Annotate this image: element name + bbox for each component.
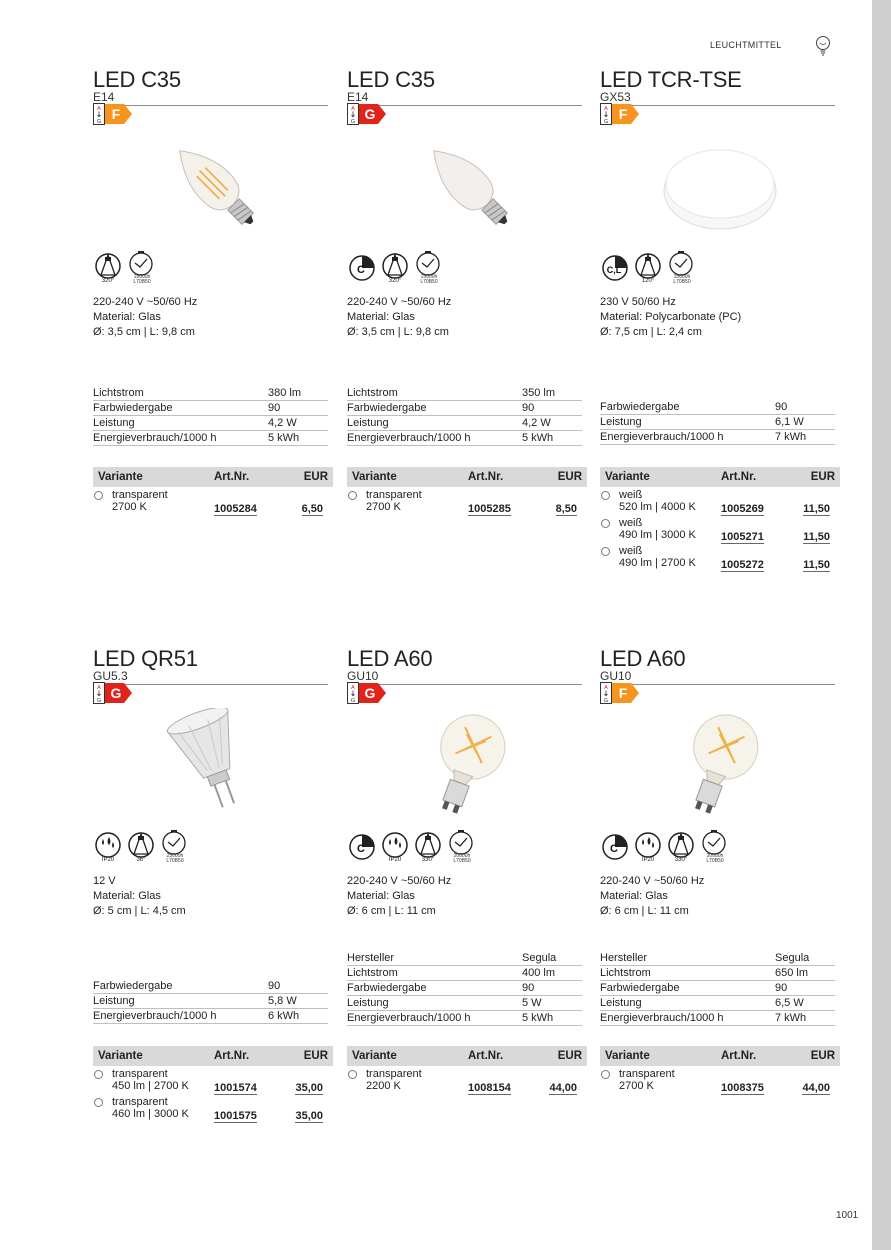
svg-text:15000h: 15000h [420, 274, 438, 280]
variant-radio[interactable] [94, 1070, 103, 1079]
spec-value: 6,5 W [775, 997, 804, 1009]
spec-label: Hersteller [347, 952, 395, 964]
variant-line-1: transparent [366, 489, 422, 501]
description-line: Ø: 6 cm | L: 11 cm [600, 905, 689, 917]
variant-row[interactable] [600, 543, 840, 571]
header-eur: EUR [557, 471, 582, 483]
spec-row [347, 431, 582, 446]
product-description [600, 874, 704, 919]
ip-rating-icon [93, 830, 123, 864]
feature-icons [600, 830, 729, 864]
variant-description [112, 1096, 189, 1120]
header-variante: Variante [352, 1050, 397, 1062]
lifetime-icon [666, 251, 696, 285]
variant-description [619, 489, 696, 513]
spec-value: 5 W [522, 997, 542, 1009]
product-description [347, 874, 451, 919]
variant-table [347, 1046, 587, 1094]
spec-value: 6 kWh [268, 1010, 300, 1022]
variant-radio[interactable] [601, 1070, 610, 1079]
header-eur: EUR [303, 471, 328, 483]
svg-text:C: C [610, 843, 618, 855]
feature-icons [93, 251, 156, 285]
spec-value: 5 kWh [268, 432, 300, 444]
spec-value: 6,1 W [775, 416, 804, 428]
variant-line-1: weiß [619, 489, 643, 501]
variant-radio[interactable] [601, 491, 610, 500]
header-eur: EUR [810, 1050, 835, 1062]
spec-row [347, 401, 582, 416]
spec-row [93, 401, 328, 416]
dimmable-icon [347, 830, 377, 864]
article-number: 1001574 [214, 1082, 257, 1094]
variant-radio[interactable] [94, 491, 103, 500]
beam-angle-icon [666, 830, 696, 864]
variant-line-1: weiß [619, 517, 643, 529]
variant-table [93, 467, 333, 515]
spec-label: Leistung [600, 997, 642, 1009]
spec-row [93, 994, 328, 1009]
spec-row [600, 400, 835, 415]
description-line: 12 V [93, 875, 116, 887]
spec-table [600, 951, 835, 1026]
description-line: Material: Polycarbonate (PC) [600, 311, 742, 323]
spec-table [347, 386, 582, 446]
svg-text:25000h: 25000h [166, 853, 184, 859]
header-variante: Variante [605, 1050, 650, 1062]
spec-label: Lichtstrom [347, 387, 398, 399]
svg-text:A: A [97, 685, 101, 691]
variant-line-1: transparent [366, 1068, 422, 1080]
header-art-nr: Art.Nr. [721, 1050, 757, 1062]
description-line: Ø: 7,5 cm | L: 2,4 cm [600, 326, 702, 338]
svg-text:36°: 36° [136, 857, 146, 863]
spec-table [93, 979, 328, 1024]
variant-description [112, 1068, 189, 1092]
energy-label-icon [600, 682, 640, 704]
header-art-nr: Art.Nr. [214, 1050, 250, 1062]
svg-text:20000h: 20000h [706, 853, 724, 859]
energy-label-icon [93, 103, 133, 125]
variant-description [366, 489, 422, 513]
description-line: 220-240 V ~50/60 Hz [347, 875, 452, 887]
price: 6,50 [301, 503, 323, 515]
variant-table-header [347, 467, 587, 487]
svg-text:L70B50: L70B50 [706, 858, 724, 864]
description-line: 220-240 V ~50/60 Hz [347, 296, 452, 308]
product-card [600, 69, 835, 609]
section-label: LEUCHTMITTEL [710, 40, 782, 50]
variant-table-header [600, 1046, 840, 1066]
beam-angle-icon [633, 251, 663, 285]
variant-radio[interactable] [601, 547, 610, 556]
beam-angle-icon [380, 251, 410, 285]
spec-row [347, 981, 582, 996]
spec-label: Farbwiedergabe [347, 982, 427, 994]
svg-text:320°: 320° [388, 278, 402, 284]
article-number: 1005269 [721, 503, 764, 515]
variant-line-2: 490 lm | 2700 K [619, 557, 696, 569]
product-socket: GU10 [347, 669, 379, 683]
spec-label: Farbwiedergabe [93, 402, 173, 414]
variant-description [619, 545, 696, 569]
svg-text:L70B50: L70B50 [133, 279, 151, 285]
product-title: LED TCR-TSE [600, 67, 742, 92]
variant-line-2: 2200 K [366, 1080, 401, 1092]
article-number: 1001575 [214, 1110, 257, 1122]
svg-text:C: C [357, 264, 365, 276]
energy-label-icon [347, 103, 387, 125]
spec-value: 7 kWh [775, 431, 807, 443]
variant-line-1: transparent [112, 1096, 168, 1108]
product-description [600, 295, 741, 340]
variant-line-1: transparent [619, 1068, 675, 1080]
energy-label-icon [600, 103, 640, 125]
spec-value: 380 lm [268, 387, 302, 399]
article-number: 1005272 [721, 559, 764, 571]
spec-value: 5 kWh [522, 1012, 554, 1024]
variant-line-2: 2700 K [619, 1080, 654, 1092]
lifetime-icon [413, 251, 443, 285]
spec-table [600, 400, 835, 445]
product-image [153, 129, 273, 239]
spec-row [600, 996, 835, 1011]
header-variante: Variante [98, 471, 143, 483]
description-line: Material: Glas [93, 311, 161, 323]
description-line: Material: Glas [347, 890, 415, 902]
feature-icons [600, 251, 696, 285]
header-art-nr: Art.Nr. [214, 471, 250, 483]
price: 11,50 [803, 531, 830, 543]
svg-text:L70B50: L70B50 [673, 279, 691, 285]
product-card [93, 648, 328, 1188]
svg-text:120°: 120° [641, 278, 655, 284]
product-image [153, 708, 273, 818]
variant-description [112, 489, 168, 513]
svg-text:IP20: IP20 [641, 857, 655, 863]
spec-label: Energieverbrauch/1000 h [93, 432, 217, 444]
spec-value: 90 [522, 402, 535, 414]
energy-label-icon [347, 682, 387, 704]
spec-label: Energieverbrauch/1000 h [347, 432, 471, 444]
beam-angle-icon [126, 830, 156, 864]
header-art-nr: Art.Nr. [721, 471, 757, 483]
variant-row[interactable] [93, 487, 333, 515]
spec-value: 5,8 W [268, 995, 297, 1007]
variant-table-header [93, 467, 333, 487]
price: 35,00 [295, 1082, 323, 1094]
variant-table [93, 1046, 333, 1122]
variant-table [347, 467, 587, 515]
spec-row [347, 386, 582, 401]
product-image [407, 708, 527, 818]
product-description [347, 295, 451, 340]
spec-value: 90 [268, 980, 281, 992]
feature-icons [347, 830, 476, 864]
spec-value: Segula [775, 952, 810, 964]
spec-value: 90 [775, 982, 788, 994]
price: 35,00 [295, 1110, 323, 1122]
product-socket: E14 [347, 90, 369, 104]
spec-label: Energieverbrauch/1000 h [347, 1012, 471, 1024]
spec-table [347, 951, 582, 1026]
variant-row[interactable] [347, 487, 587, 515]
svg-text:C,L: C,L [606, 265, 622, 275]
product-title: LED QR51 [93, 646, 198, 671]
header-art-nr: Art.Nr. [468, 471, 504, 483]
spec-row [600, 951, 835, 966]
spec-value: 90 [522, 982, 535, 994]
variant-line-1: transparent [112, 489, 168, 501]
price: 11,50 [803, 559, 830, 571]
spec-label: Energieverbrauch/1000 h [600, 1012, 724, 1024]
variant-line-1: weiß [619, 545, 643, 557]
variant-table-header [600, 467, 840, 487]
dimmable-icon [600, 251, 630, 285]
variant-table [600, 1046, 840, 1094]
price: 8,50 [555, 503, 577, 515]
variant-line-2: 490 lm | 3000 K [619, 529, 696, 541]
spec-row [93, 1009, 328, 1024]
description-line: 230 V 50/60 Hz [600, 296, 676, 308]
svg-text:G: G [350, 119, 356, 125]
description-line: Material: Glas [93, 890, 161, 902]
dimmable-icon [600, 830, 630, 864]
svg-text:A: A [351, 685, 355, 691]
spec-value: 400 lm [522, 967, 556, 979]
svg-text:A: A [604, 106, 608, 112]
product-title: LED C35 [93, 67, 181, 92]
spec-row [347, 416, 582, 431]
price: 11,50 [803, 503, 830, 515]
spec-label: Farbwiedergabe [93, 980, 173, 992]
lifetime-icon [126, 251, 156, 285]
energy-label-icon [93, 682, 133, 704]
sidebar-strip [872, 0, 891, 1250]
variant-radio[interactable] [348, 491, 357, 500]
svg-text:A: A [604, 685, 608, 691]
variant-description [366, 1068, 422, 1092]
header-eur: EUR [303, 1050, 328, 1062]
header-eur: EUR [810, 471, 835, 483]
spec-label: Farbwiedergabe [600, 982, 680, 994]
energy-class: G [110, 685, 122, 701]
energy-class: G [364, 685, 376, 701]
spec-value: 350 lm [522, 387, 556, 399]
lifetime-icon [159, 830, 189, 864]
spec-row [600, 430, 835, 445]
article-number: 1005271 [721, 531, 764, 543]
product-image [660, 129, 780, 239]
variant-line-2: 460 lm | 3000 K [112, 1108, 189, 1120]
variant-table [600, 467, 840, 571]
variant-table-header [93, 1046, 333, 1066]
product-socket: GU5.3 [93, 669, 128, 683]
product-title: LED A60 [600, 646, 686, 671]
variant-line-2: 2700 K [366, 501, 401, 513]
feature-icons [347, 251, 443, 285]
article-number: 1008375 [721, 1082, 764, 1094]
product-card [93, 69, 328, 609]
svg-text:L70B50: L70B50 [420, 279, 438, 285]
page-number: 1001 [836, 1210, 859, 1221]
variant-line-1: transparent [112, 1068, 168, 1080]
spec-label: Leistung [347, 417, 389, 429]
spec-row [600, 981, 835, 996]
spec-row [93, 979, 328, 994]
description-line: Ø: 3,5 cm | L: 9,8 cm [93, 326, 195, 338]
svg-text:G: G [603, 119, 609, 125]
svg-text:IP20: IP20 [101, 857, 115, 863]
spec-value: 5 kWh [522, 432, 554, 444]
variant-table-header [347, 1046, 587, 1066]
product-card [600, 648, 835, 1188]
variant-radio[interactable] [94, 1098, 103, 1107]
variant-description [619, 517, 696, 541]
product-socket: E14 [93, 90, 115, 104]
spec-label: Farbwiedergabe [347, 402, 427, 414]
variant-row[interactable] [600, 1066, 840, 1094]
article-number: 1005284 [214, 503, 257, 515]
svg-text:G: G [603, 698, 609, 704]
spec-value: 4,2 W [268, 417, 297, 429]
spec-label: Hersteller [600, 952, 648, 964]
product-title: LED A60 [347, 646, 433, 671]
variant-row[interactable] [600, 515, 840, 543]
product-title: LED C35 [347, 67, 435, 92]
spec-label: Leistung [600, 416, 642, 428]
energy-class: F [111, 106, 121, 122]
spec-label: Lichtstrom [600, 967, 651, 979]
svg-text:330°: 330° [421, 857, 435, 863]
svg-text:A: A [351, 106, 355, 112]
svg-text:G: G [96, 119, 102, 125]
header-art-nr: Art.Nr. [468, 1050, 504, 1062]
beam-angle-icon [93, 251, 123, 285]
energy-class: G [364, 106, 376, 122]
spec-row [93, 416, 328, 431]
header-variante: Variante [605, 471, 650, 483]
feature-icons [93, 830, 189, 864]
description-line: Material: Glas [347, 311, 415, 323]
svg-text:L70B50: L70B50 [166, 858, 184, 864]
product-socket: GU10 [600, 669, 632, 683]
product-description [93, 295, 197, 340]
svg-text:15000h: 15000h [673, 274, 691, 280]
svg-text:L70B50: L70B50 [453, 858, 471, 864]
svg-text:15000h: 15000h [133, 274, 151, 280]
spec-label: Farbwiedergabe [600, 401, 680, 413]
spec-row [600, 966, 835, 981]
product-description [93, 874, 186, 919]
spec-label: Leistung [347, 997, 389, 1009]
svg-text:G: G [350, 698, 356, 704]
energy-class: F [618, 106, 628, 122]
description-line: Ø: 6 cm | L: 11 cm [347, 905, 436, 917]
spec-value: 90 [268, 402, 281, 414]
light-bulb-icon [814, 35, 832, 57]
svg-text:A: A [97, 106, 101, 112]
spec-label: Leistung [93, 417, 135, 429]
spec-label: Lichtstrom [347, 967, 398, 979]
header-variante: Variante [98, 1050, 143, 1062]
article-number: 1005285 [468, 503, 511, 515]
variant-radio[interactable] [601, 519, 610, 528]
variant-line-2: 2700 K [112, 501, 147, 513]
price: 44,00 [802, 1082, 830, 1094]
lifetime-icon [446, 830, 476, 864]
product-image [407, 129, 527, 239]
ip-rating-icon [633, 830, 663, 864]
variant-row[interactable] [347, 1066, 587, 1094]
spec-label: Energieverbrauch/1000 h [93, 1010, 217, 1022]
description-line: Material: Glas [600, 890, 668, 902]
variant-description [619, 1068, 675, 1092]
description-line: 220-240 V ~50/60 Hz [93, 296, 198, 308]
spec-row [93, 431, 328, 446]
header-eur: EUR [557, 1050, 582, 1062]
spec-row [93, 386, 328, 401]
spec-value: 7 kWh [775, 1012, 807, 1024]
svg-text:G: G [96, 698, 102, 704]
svg-text:IP20: IP20 [388, 857, 402, 863]
spec-label: Lichtstrom [93, 387, 144, 399]
header-variante: Variante [352, 471, 397, 483]
article-number: 1008154 [468, 1082, 511, 1094]
spec-label: Leistung [93, 995, 135, 1007]
product-image [660, 708, 780, 818]
description-line: Ø: 5 cm | L: 4,5 cm [93, 905, 186, 917]
ip-rating-icon [380, 830, 410, 864]
product-card [347, 648, 582, 1188]
spec-row [347, 1011, 582, 1026]
product-socket: GX53 [600, 90, 631, 104]
spec-row [347, 996, 582, 1011]
price: 44,00 [549, 1082, 577, 1094]
variant-line-2: 520 lm | 4000 K [619, 501, 696, 513]
product-card [347, 69, 582, 609]
description-line: Ø: 3,5 cm | L: 9,8 cm [347, 326, 449, 338]
variant-row[interactable] [93, 1094, 333, 1122]
svg-text:330°: 330° [674, 857, 688, 863]
spec-label: Energieverbrauch/1000 h [600, 431, 724, 443]
svg-text:320°: 320° [101, 278, 115, 284]
spec-row [347, 966, 582, 981]
dimmable-icon [347, 251, 377, 285]
svg-text:20000h: 20000h [453, 853, 471, 859]
svg-text:C: C [357, 843, 365, 855]
variant-row[interactable] [600, 487, 840, 515]
variant-row[interactable] [93, 1066, 333, 1094]
variant-radio[interactable] [348, 1070, 357, 1079]
spec-row [600, 415, 835, 430]
variant-line-2: 450 lm | 2700 K [112, 1080, 189, 1092]
spec-value: 650 lm [775, 967, 809, 979]
beam-angle-icon [413, 830, 443, 864]
lifetime-icon [699, 830, 729, 864]
spec-row [600, 1011, 835, 1026]
spec-value: Segula [522, 952, 557, 964]
spec-table [93, 386, 328, 446]
energy-class: F [618, 685, 628, 701]
description-line: 220-240 V ~50/60 Hz [600, 875, 705, 887]
spec-value: 90 [775, 401, 788, 413]
spec-value: 4,2 W [522, 417, 551, 429]
spec-row [347, 951, 582, 966]
